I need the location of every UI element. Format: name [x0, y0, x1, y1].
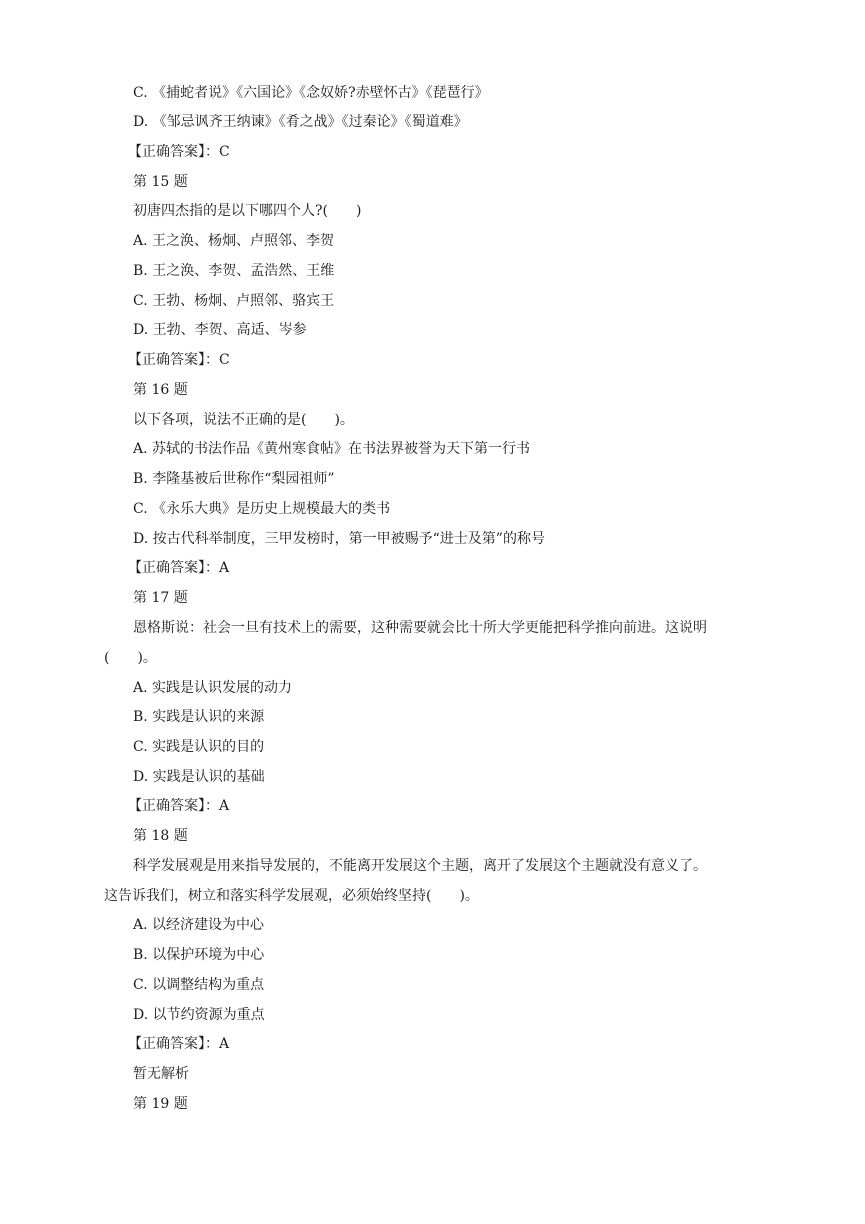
option-line: B. 以保护环境为中心	[133, 947, 265, 963]
option-line: A. 王之涣、杨炯、卢照邻、李贺	[133, 233, 335, 249]
question-text: 科学发展观是用来指导发展的，不能离开发展这个主题，离开了发展这个主题就没有意义了。	[133, 858, 707, 874]
question-text: 恩格斯说：社会一旦有技术上的需要，这种需要就会比十所大学更能把科学推向前进。这说明	[133, 620, 707, 636]
option-line: C. 实践是认识的目的	[133, 739, 265, 755]
question-text: 以下各项，说法不正确的是( )。	[133, 412, 354, 428]
question-number: 第 17 题	[133, 590, 188, 606]
question-number: 第 15 题	[133, 174, 188, 190]
question-text-continued: 这告诉我们，树立和落实科学发展观，必须始终坚持( )。	[104, 888, 479, 904]
answer-line: 【正确答案】：A	[128, 798, 230, 814]
question-number: 第 16 题	[133, 382, 188, 398]
question-text: 初唐四杰指的是以下哪四个人?( )	[133, 203, 362, 219]
option-line: D. 以节约资源为重点	[133, 1007, 265, 1023]
option-line: D. 《邹忌讽齐王纳谏》《肴之战》《过秦论》《蜀道难》	[133, 114, 468, 130]
question-text-continued: ( )。	[104, 650, 157, 666]
option-line: C. 《永乐大典》是历史上规模最大的类书	[133, 501, 391, 517]
option-line: C. 以调整结构为重点	[133, 977, 265, 993]
answer-line: 【正确答案】：C	[128, 144, 230, 160]
answer-line: 【正确答案】：A	[128, 560, 230, 576]
question-number: 第 18 题	[133, 828, 188, 844]
analysis-note: 暂无解析	[133, 1066, 189, 1082]
answer-line: 【正确答案】：C	[128, 352, 230, 368]
question-number: 第 19 题	[133, 1096, 188, 1112]
option-line: A. 以经济建设为中心	[133, 917, 265, 933]
option-line: D. 按古代科举制度，三甲发榜时，第一甲被赐予“进士及第”的称号	[133, 531, 545, 547]
option-line: D. 实践是认识的基础	[133, 769, 265, 785]
option-line: D. 王勃、李贺、高适、岑参	[133, 322, 307, 338]
option-line: C. 王勃、杨炯、卢照邻、骆宾王	[133, 293, 335, 309]
option-line: A. 实践是认识发展的动力	[133, 680, 293, 696]
answer-line: 【正确答案】：A	[128, 1036, 230, 1052]
option-line: B. 实践是认识的来源	[133, 709, 265, 725]
option-line: C. 《捕蛇者说》《六国论》《念奴娇?赤壁怀古》《琵琶行》	[133, 85, 489, 101]
option-line: B. 王之涣、李贺、孟浩然、王维	[133, 263, 335, 279]
option-line: A. 苏轼的书法作品《黄州寒食帖》在书法界被誉为天下第一行书	[133, 441, 531, 457]
option-line: B. 李隆基被后世称作“梨园祖师”	[133, 471, 335, 487]
